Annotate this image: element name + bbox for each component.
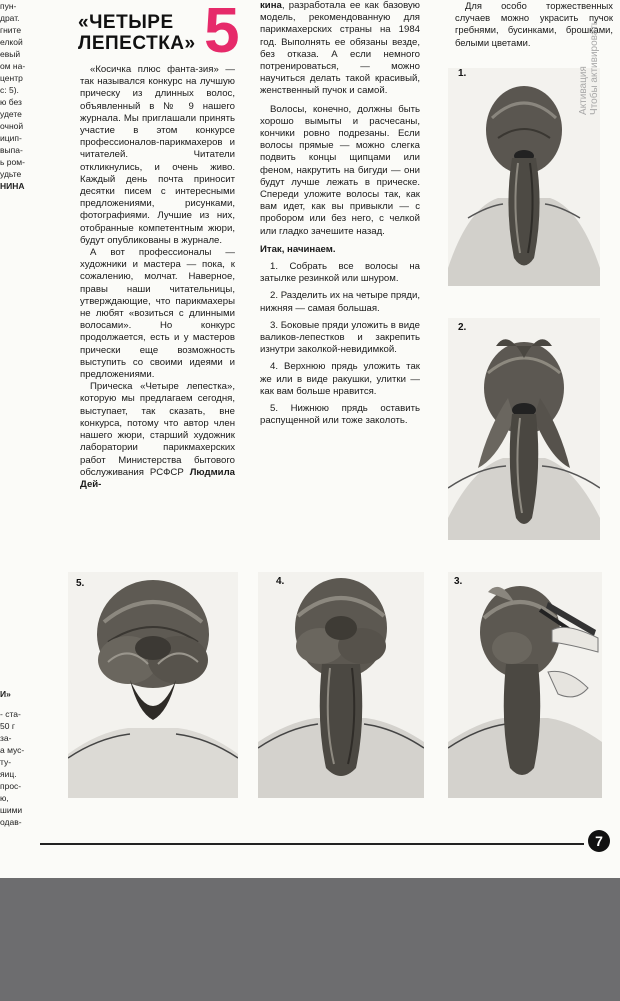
author-continuation: кина, разработала ее как базовую модель, рекомендованную для парикмахерских страны на 1984 год. Выполнять ее обязаны везде, без отказа. А если немного потренироваться, — можно научиться делать такой красивый, женственный пучок и самой. [260,0,420,97]
hairstyle-photo-4 [258,572,424,798]
footer-rule [40,843,584,845]
page-number: 7 [588,830,610,852]
left-column-fragment-2: И» - ста- 50 г за- а мус- ту- яиц. прос- ю, шими одав- [0,689,25,827]
photo-step-5 [68,572,238,798]
left-column-heading: НИНА [0,181,25,191]
photo-label-2: 2. [458,322,467,333]
left-column-fragment: пун- драт. гните елкой евый ом на- центр с: 5). ю без удете очной ицип- выпа- ь ром- удьте [0,1,26,179]
intro-paragraph: «Косичка плюс фанта-зия» — так назывался конкурс на лучшую прическу из длинных волос, объявленный в № 9 нашего журнала. Мы приглашали принять участие в этом конкурсе профессионалов-парикмахеров и читателей. Читатели откликнулись, и очень живо. Каждый день почта приносит десятки писем с интересными предложениями, рисунками, фотографиями. Лучшие из них, отобранные компетентным жюри, будут опубликованы в журнале. [80,64,235,246]
hairstyle-photo-2 [448,318,600,540]
hairstyle-paragraph: Прическа «Четыре лепестка», которую мы предлагаем сегодня, выступает, так сказать, вне конкурса, потому что автор член нашего жюри, старший художник лаборатории парикмахерских работ Министерства бытового обслуживания РСФСР Людмила Дей- [80,381,236,490]
hairstyle-photo-5 [68,572,238,798]
photo-step-4 [258,572,424,798]
photo-label-3: 3. [454,576,463,587]
step-4: 4. Верхнюю прядь уложить так же или в виде ракушки, улитки — как вам больше нравится. [260,361,420,397]
professionals-paragraph: А вот профессионалы — художники и мастера — пока, к сожалению, молчат. Наверное, правы наши читательницы, утверждающие, что парикмахеры не любят «возиться с длинными волосами». Но конкурс продолжается, есть и у мастеров прически еще возможность выступить со своими идеями и предложениями. [80,247,235,381]
photo-label-5: 5. [76,578,85,589]
hairstyle-photo-3 [448,572,602,798]
article-column-1 [80,64,235,491]
photo-label-1: 1. [458,68,467,79]
article-column-2 [260,0,420,428]
article-column-3: Для особо торжественных случаев можно украсить пучок гребнями, бусинками, брошками, белыми цветами. [455,0,613,48]
contest-number: 5 [204,0,240,66]
photo-label-4: 4. [276,576,285,587]
hair-prep-paragraph: Волосы, конечно, должны быть хорошо вымыты и расчесаны, кончики ровно подрезаны. Если волосы прямые — можно слегка подвить концы щипцами или феном, накрутить на бигуди — они будут лучше лежать в прическе. Спереди уложите волосы так, как вам идет, как вы привыкли — с пробором или без него, с челкой или гладко зачешите назад. [260,103,420,237]
photo-step-3 [448,572,602,798]
step-1: 1. Собрать все волосы на затылке резинкой или шнуром. [260,261,420,285]
steps-heading: Итак, начинаем. [260,243,336,255]
author-name: Людмила Дей- [80,466,236,490]
step-5: 5. Нижнюю прядь оставить распущенной или тоже заколоть. [260,403,420,427]
activation-watermark: Активация Чтобы активировать [578,20,600,115]
photo-step-2 [448,318,600,540]
step-3: 3. Боковые пряди уложить в виде валиков-лепестков и закрепить изнутри заколкой-невидимкой. [260,319,420,356]
step-2: 2. Разделить их на четыре пряди, нижняя — самая большая. [260,290,420,314]
article-title: «ЧЕТЫРЕ ЛЕПЕСТКА» [78,12,196,54]
